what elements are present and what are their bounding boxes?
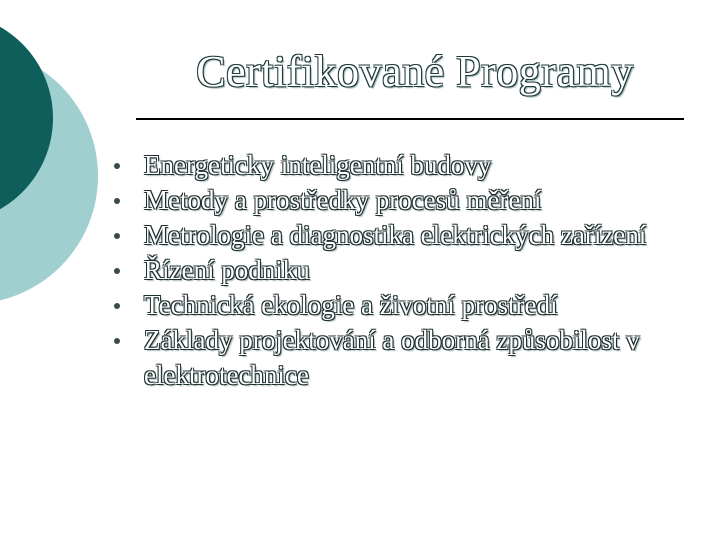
title-divider bbox=[136, 118, 684, 120]
list-item bbox=[110, 288, 670, 323]
bullet-list bbox=[110, 148, 670, 393]
list-item-text: Metrologie a diagnostika elektrických zařízení bbox=[144, 220, 647, 250]
list-item bbox=[110, 148, 670, 183]
list-item-text: Technická ekologie a životní prostředí bbox=[144, 290, 558, 320]
list-item bbox=[110, 183, 670, 218]
bullet-icon bbox=[114, 338, 120, 344]
list-item bbox=[110, 218, 670, 253]
list-item-text: Metody a prostředky procesů měření bbox=[144, 185, 542, 215]
list-item bbox=[110, 253, 670, 288]
bullet-icon bbox=[114, 163, 120, 169]
bullet-icon bbox=[114, 268, 120, 274]
bullet-icon bbox=[114, 198, 120, 204]
list-item-text: Energeticky inteligentní budovy bbox=[144, 150, 492, 180]
bullet-icon bbox=[114, 233, 120, 239]
list-item-text: Základy projektování a odborná způsobilost v elektrotechnice bbox=[144, 325, 640, 390]
list-item bbox=[110, 323, 670, 393]
bullet-icon bbox=[114, 303, 120, 309]
slide-title: Certifikované Programy bbox=[196, 47, 634, 96]
list-item-text: Řízení podniku bbox=[144, 255, 310, 285]
